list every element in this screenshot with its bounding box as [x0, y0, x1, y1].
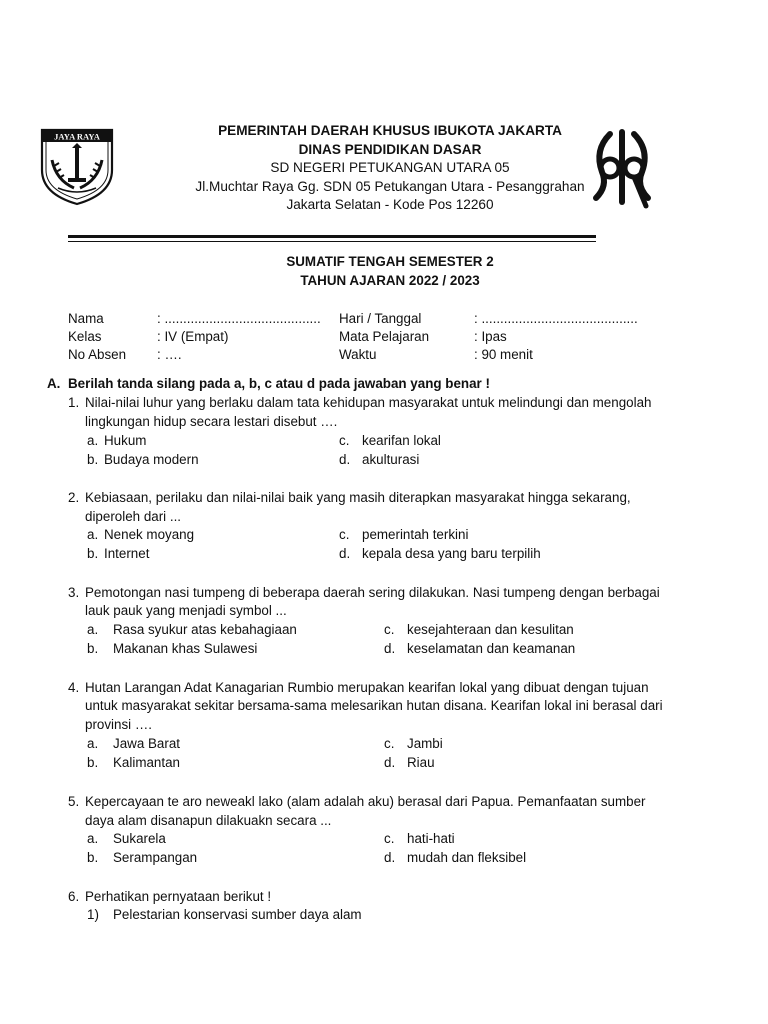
- question-text: provinsi ….: [85, 717, 152, 732]
- nama-field[interactable]: : ..........................................: [157, 311, 321, 326]
- option-text: Hukum: [104, 433, 147, 448]
- question-text: daya alam disanapun dilakuakn secara ...: [85, 813, 332, 828]
- option-text: kepala desa yang baru terpilih: [362, 546, 541, 561]
- question-text: Perhatikan pernyataan berikut !: [85, 889, 272, 904]
- option-letter: c.: [384, 831, 395, 846]
- option-text: pemerintah terkini: [362, 527, 469, 542]
- kelas-value: : IV (Empat): [157, 329, 229, 344]
- option-text: Serampangan: [113, 850, 198, 865]
- question-text: diperoleh dari ...: [85, 509, 182, 524]
- section-instruction: Berilah tanda silang pada a, b, c atau d pada jawaban yang benar !: [68, 376, 490, 391]
- option-text: hati-hati: [407, 831, 455, 846]
- option-text: Nenek moyang: [104, 527, 195, 542]
- school-city: Jakarta Selatan - Kode Pos 12260: [286, 197, 494, 212]
- option-letter: c.: [339, 527, 350, 542]
- absen-label: No Absen: [68, 347, 127, 362]
- question-text: untuk masyarakat sekitar bersama-sama melesarikan hutan disana. Kearifan lokal ini berasal dari: [85, 698, 663, 713]
- hari-field[interactable]: : ..........................................: [474, 311, 638, 326]
- option-letter: c.: [384, 622, 395, 637]
- option-letter: b.: [87, 452, 99, 467]
- question-text: Hutan Larangan Adat Kanagarian Rumbio merupakan kearifan lokal yang dibuat dengan tujuan: [85, 680, 649, 695]
- statement-number: 1): [87, 907, 99, 922]
- waktu-label: Waktu: [339, 347, 377, 362]
- question-number: 3.: [68, 585, 80, 600]
- statement-text: Pelestarian konservasi sumber daya alam: [113, 907, 362, 922]
- exam-title: SUMATIF TENGAH SEMESTER 2: [286, 254, 494, 269]
- exam-year: TAHUN AJARAN 2022 / 2023: [300, 273, 480, 288]
- option-letter: d.: [339, 546, 351, 561]
- jaya-raya-emblem-icon: [38, 126, 116, 206]
- option-text: Rasa syukur atas kebahagiaan: [113, 622, 297, 637]
- option-letter: a.: [87, 622, 99, 637]
- kelas-label: Kelas: [68, 329, 102, 344]
- option-text: Riau: [407, 755, 435, 770]
- option-text: Internet: [104, 546, 150, 561]
- absen-field[interactable]: : ….: [157, 347, 182, 362]
- mapel-value: : Ipas: [474, 329, 507, 344]
- option-text: Sukarela: [113, 831, 166, 846]
- question-number: 5.: [68, 794, 80, 809]
- option-letter: c.: [339, 433, 350, 448]
- option-letter: b.: [87, 850, 99, 865]
- hari-label: Hari / Tanggal: [339, 311, 422, 326]
- option-letter: d.: [384, 850, 396, 865]
- dinas-pendidikan-logo-icon: [588, 128, 656, 210]
- question-text: Nilai-nilai luhur yang berlaku dalam tata kehidupan masyarakat untuk melindungi dan mengolah: [85, 395, 652, 410]
- option-letter: c.: [384, 736, 395, 751]
- question-number: 1.: [68, 395, 80, 410]
- option-text: Jawa Barat: [113, 736, 180, 751]
- question-number: 4.: [68, 680, 80, 695]
- option-letter: a.: [87, 433, 99, 448]
- option-text: keselamatan dan keamanan: [407, 641, 576, 656]
- option-letter: a.: [87, 736, 99, 751]
- question-number: 2.: [68, 490, 80, 505]
- waktu-value: : 90 menit: [474, 347, 533, 362]
- option-text: Budaya modern: [104, 452, 199, 467]
- nama-label: Nama: [68, 311, 104, 326]
- header-divider-thick: [68, 235, 596, 238]
- option-letter: d.: [384, 641, 396, 656]
- option-text: Makanan khas Sulawesi: [113, 641, 258, 656]
- question-text: Kepercayaan te aro neweakl lako (alam adalah aku) berasal dari Papua. Pemanfaatan sumber: [85, 794, 646, 809]
- option-letter: b.: [87, 755, 99, 770]
- option-text: akulturasi: [362, 452, 420, 467]
- option-letter: b.: [87, 641, 99, 656]
- dept-heading: DINAS PENDIDIKAN DASAR: [298, 142, 482, 157]
- question-text: Kebiasaan, perilaku dan nilai-nilai baik yang masih diterapkan masyarakat hingga sekarang,: [85, 490, 631, 505]
- option-letter: a.: [87, 527, 99, 542]
- school-address: Jl.Muchtar Raya Gg. SDN 05 Petukangan Utara - Pesanggrahan: [195, 179, 585, 194]
- option-text: Jambi: [407, 736, 443, 751]
- option-letter: d.: [384, 755, 396, 770]
- mapel-label: Mata Pelajaran: [339, 329, 430, 344]
- question-number: 6.: [68, 889, 80, 904]
- header-divider-thin: [68, 241, 596, 242]
- question-text: lingkungan hidup secara lestari disebut ….: [85, 414, 338, 429]
- option-text: kearifan lokal: [362, 433, 441, 448]
- school-name: SD NEGERI PETUKANGAN UTARA 05: [270, 160, 510, 175]
- option-text: mudah dan fleksibel: [407, 850, 527, 865]
- gov-heading: PEMERINTAH DAERAH KHUSUS IBUKOTA JAKARTA: [218, 123, 562, 138]
- option-text: Kalimantan: [113, 755, 180, 770]
- option-letter: b.: [87, 546, 99, 561]
- option-text: kesejahteraan dan kesulitan: [407, 622, 574, 637]
- option-letter: d.: [339, 452, 351, 467]
- section-marker: A.: [47, 376, 61, 391]
- question-text: Pemotongan nasi tumpeng di beberapa daerah sering dilakukan. Nasi tumpeng dengan berbagai: [85, 585, 660, 600]
- option-letter: a.: [87, 831, 99, 846]
- question-text: lauk pauk yang menjadi symbol ...: [85, 603, 287, 618]
- logo-text: JAYA RAYA: [54, 131, 100, 142]
